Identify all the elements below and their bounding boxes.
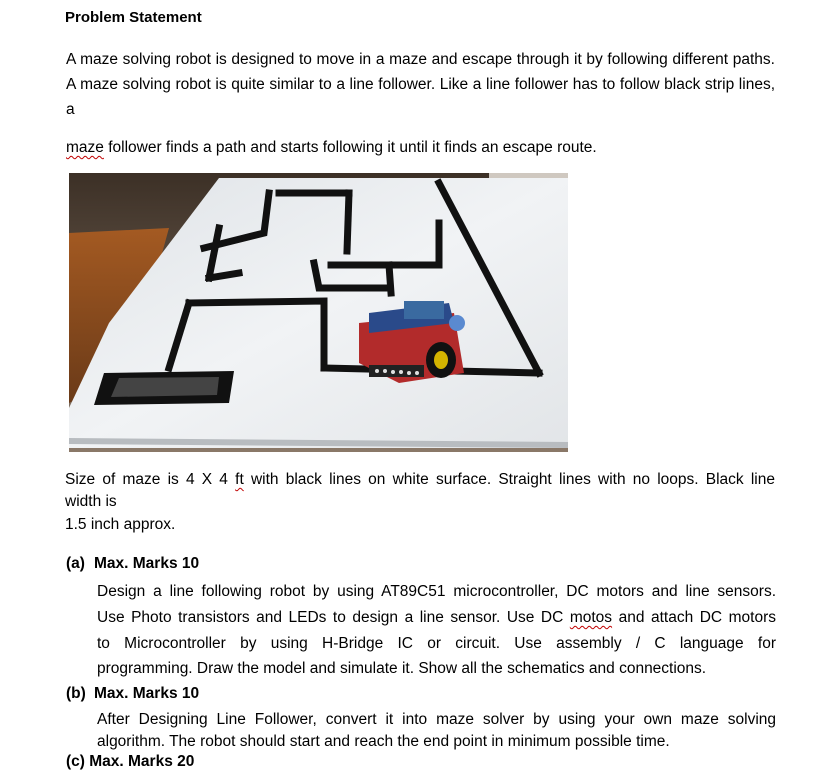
question-b-line-2: algorithm. The robot should start and reach the end point in minimum possible time. [97,733,670,750]
maze-robot-image [69,173,568,452]
spellcheck-word-maze[interactable]: maze [66,139,104,156]
question-b-label: (b) [66,685,86,702]
question-b-body [97,709,776,753]
question-b-line-1: After Designing Line Follower, convert it into maze solver by using your own maze solving [97,711,776,728]
question-b-heading [66,685,199,703]
question-a-line-3: to Microcontroller by using H-Bridge IC or circuit. Use assembly / C language for [97,634,776,652]
maze-size-paragraph [65,469,775,536]
maze-size-line-1: Size of maze is 4 X 4 ft with black lines on white surface. Straight lines with no loops. Black line [65,471,775,488]
page-title: Problem Statement [65,9,202,26]
question-a-label: (a) [66,555,85,572]
intro-paragraph-rest: follower finds a path and starts following it until it finds an escape route. [103,139,597,156]
question-a-heading [66,555,199,573]
spellcheck-word-ft[interactable]: ft [235,471,244,488]
question-a-line-1: Design a line following robot by using AT89C51 microcontroller, DC motors and line sensors. [97,583,776,600]
question-a-line-2: Use Photo transistors and LEDs to design a line sensor. Use DC motos and attach DC motors [97,608,776,626]
intro-paragraph: A maze solving robot is designed to move in a maze and escape through it by following different paths. A maze solving robot is quite similar to a line follower. Like a line follower has to follow black strip lines, a [66,51,775,118]
question-a-title: Max. Marks 10 [94,555,200,572]
maze-size-line-2: width is [65,493,117,510]
maze-robot-photo [69,173,568,452]
question-a-line-4: programming. Draw the model and simulate it. Show all the schematics and connections. [97,660,707,678]
question-b-title: Max. Marks 10 [94,685,200,702]
spellcheck-word-motos[interactable]: motos [569,608,613,626]
maze-size-line-3: 1.5 inch approx. [65,516,176,533]
question-a-body [97,579,776,682]
intro-paragraph-continued [66,135,775,160]
robot-drawing [359,301,465,383]
cut-off-heading: (c) Max. Marks 20 [66,753,195,770]
